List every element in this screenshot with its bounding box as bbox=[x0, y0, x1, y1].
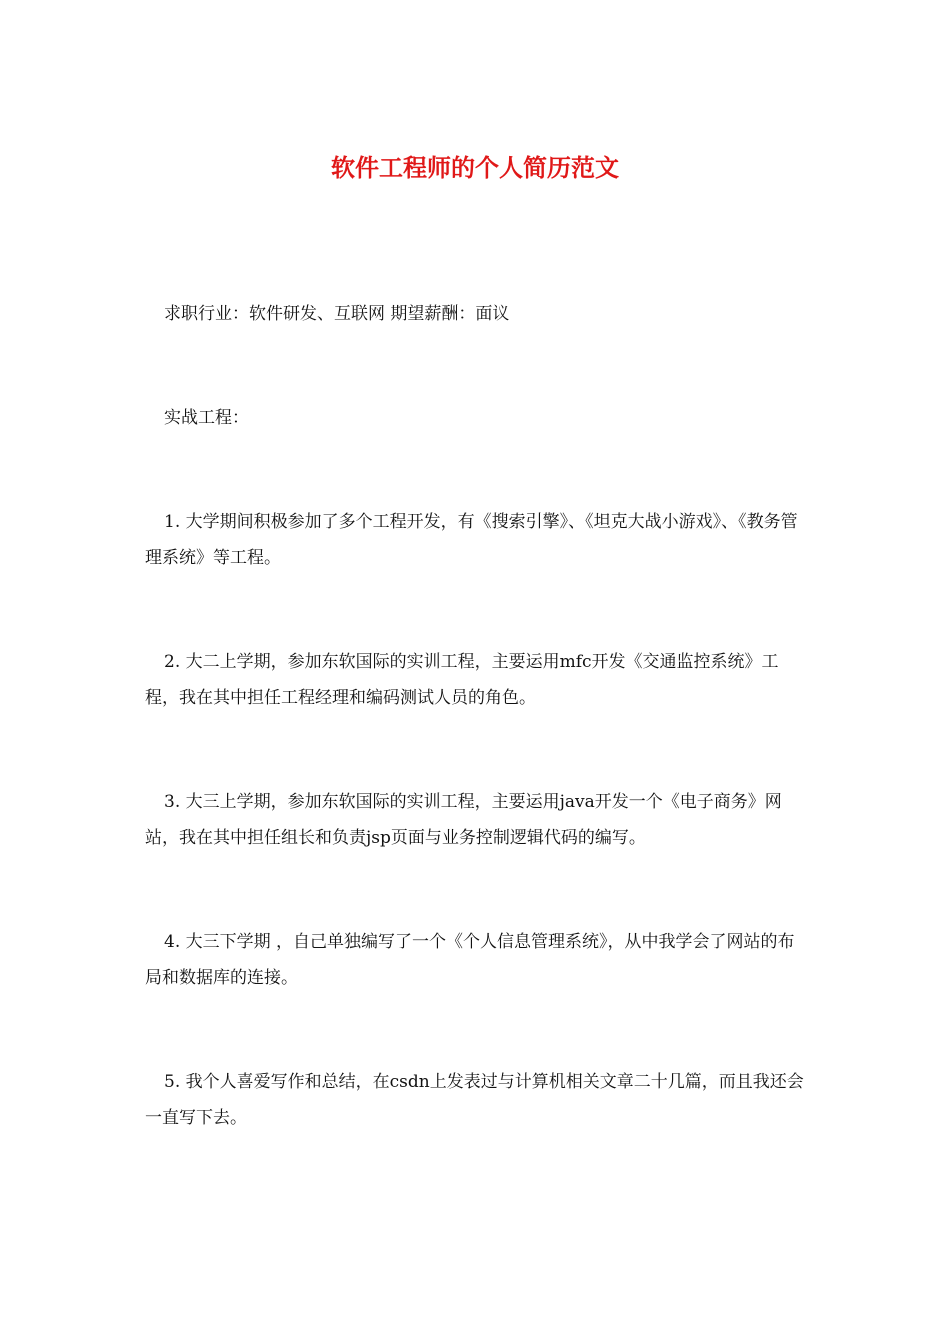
project-item-4: 4. 大三下学期 ，自己单独编写了一个《个人信息管理系统》，从中我学会了网站的布局和数据库的连接。 bbox=[145, 932, 795, 988]
project-item-2: 2. 大二上学期，参加东软国际的实训工程，主要运用mfc开发《交通监控系统》工程，我在其中担任工程经理和编码测试人员的角色。 bbox=[145, 652, 779, 708]
project-item-1: 1. 大学期间积极参加了多个工程开发，有《搜索引擎》、《坦克大战小游戏》、《教务管理系统》等工程。 bbox=[145, 512, 798, 568]
job-info-paragraph: 求职行业：软件研发、互联网 期望薪酬：面议 bbox=[164, 304, 510, 324]
project-item-5: 5. 我个人喜爱写作和总结，在csdn上发表过与计算机相关文章二十几篇，而且我还会一直写下去。 bbox=[145, 1072, 804, 1128]
section-heading-projects: 实战工程： bbox=[164, 408, 249, 428]
project-item-3: 3. 大三上学期，参加东软国际的实训工程，主要运用java开发一个《电子商务》网站，我在其中担任组长和负责jsp页面与业务控制逻辑代码的编写。 bbox=[145, 792, 782, 848]
document-title: 软件工程师的个人简历范文 bbox=[331, 153, 619, 182]
